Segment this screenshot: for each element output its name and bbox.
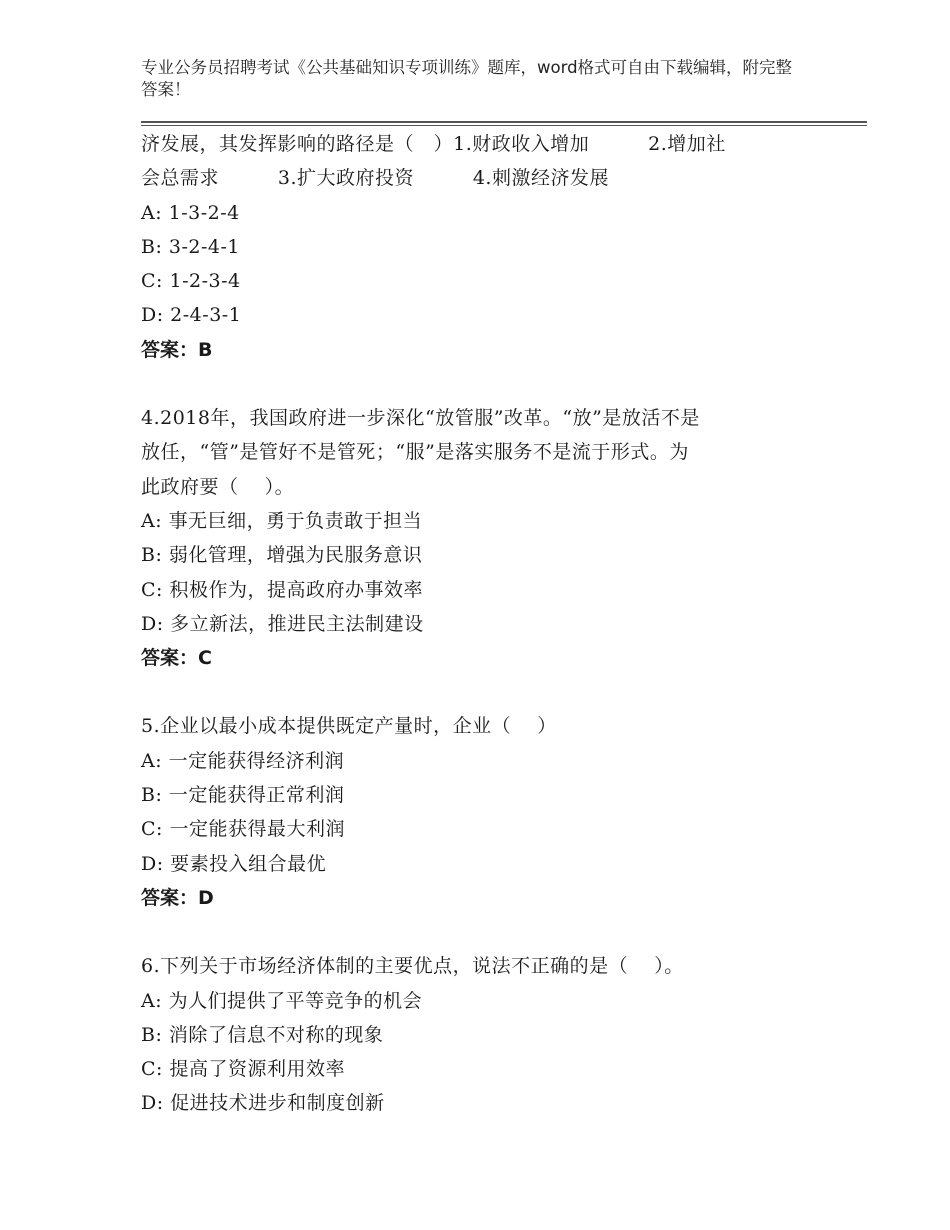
option-a: A: 一定能获得经济利润 [141,749,345,772]
option-d: D: 促进技术进步和制度创新 [141,1092,385,1115]
answer-label: 答案：B [141,338,213,361]
document-header: 专业公务员招聘考试《公共基础知识专项训练》题库，word格式可自由下载编辑，附完整答案！ [141,58,793,99]
option-b: B: 3-2-4-1 [141,235,241,258]
option-c: C: 1-2-3-4 [141,270,241,293]
option-a: A: 1-3-2-4 [141,201,240,224]
question-stem: 此政府要（ ）。 [141,475,295,498]
question-stem: 放任，“管”是管好不是管死；“服”是落实服务不是流于形式。为 [141,441,689,464]
question-list [141,127,831,1121]
answer-label: 答案：C [141,647,212,670]
option-b: B: 一定能获得正常利润 [141,784,345,807]
option-d: D: 2-4-3-1 [141,304,242,327]
option-c: C: 一定能获得最大利润 [141,818,345,841]
option-a: A: 事无巨细，勇于负责敢于担当 [141,509,423,532]
question-stem: 6.下列关于市场经济体制的主要优点，说法不正确的是（ ）。 [141,955,684,978]
option-c: C: 提高了资源利用效率 [141,1058,345,1081]
question-stem: 5.企业以最小成本提供既定产量时，企业（ ） [141,715,557,738]
spacer [141,675,831,709]
question-stem: 济发展，其发挥影响的路径是（ ）1.财政收入增加 2.增加社 [141,133,726,155]
header-rule-thick [141,121,867,123]
option-d: D: 要素投入组合最优 [141,852,327,875]
spacer [141,367,831,401]
question-stem: 会总需求 3.扩大政府投资 4.刺激经济发展 [141,167,609,190]
option-d: D: 多立新法，推进民主法制建设 [141,612,424,635]
spacer [141,915,831,949]
question-5 [141,709,831,915]
question-3 [141,127,831,367]
option-a: A: 为人们提供了平等竞争的机会 [141,989,423,1012]
question-4 [141,401,831,675]
header-rule-thin [141,125,867,126]
question-6 [141,949,831,1120]
option-b: B: 消除了信息不对称的现象 [141,1023,384,1046]
option-c: C: 积极作为，提高政府办事效率 [141,578,423,601]
option-b: B: 弱化管理，增强为民服务意识 [141,544,423,567]
answer-label: 答案：D [141,886,214,909]
question-stem: 4.2018年，我国政府进一步深化“放管服”改革。“放”是放活不是 [141,407,700,430]
